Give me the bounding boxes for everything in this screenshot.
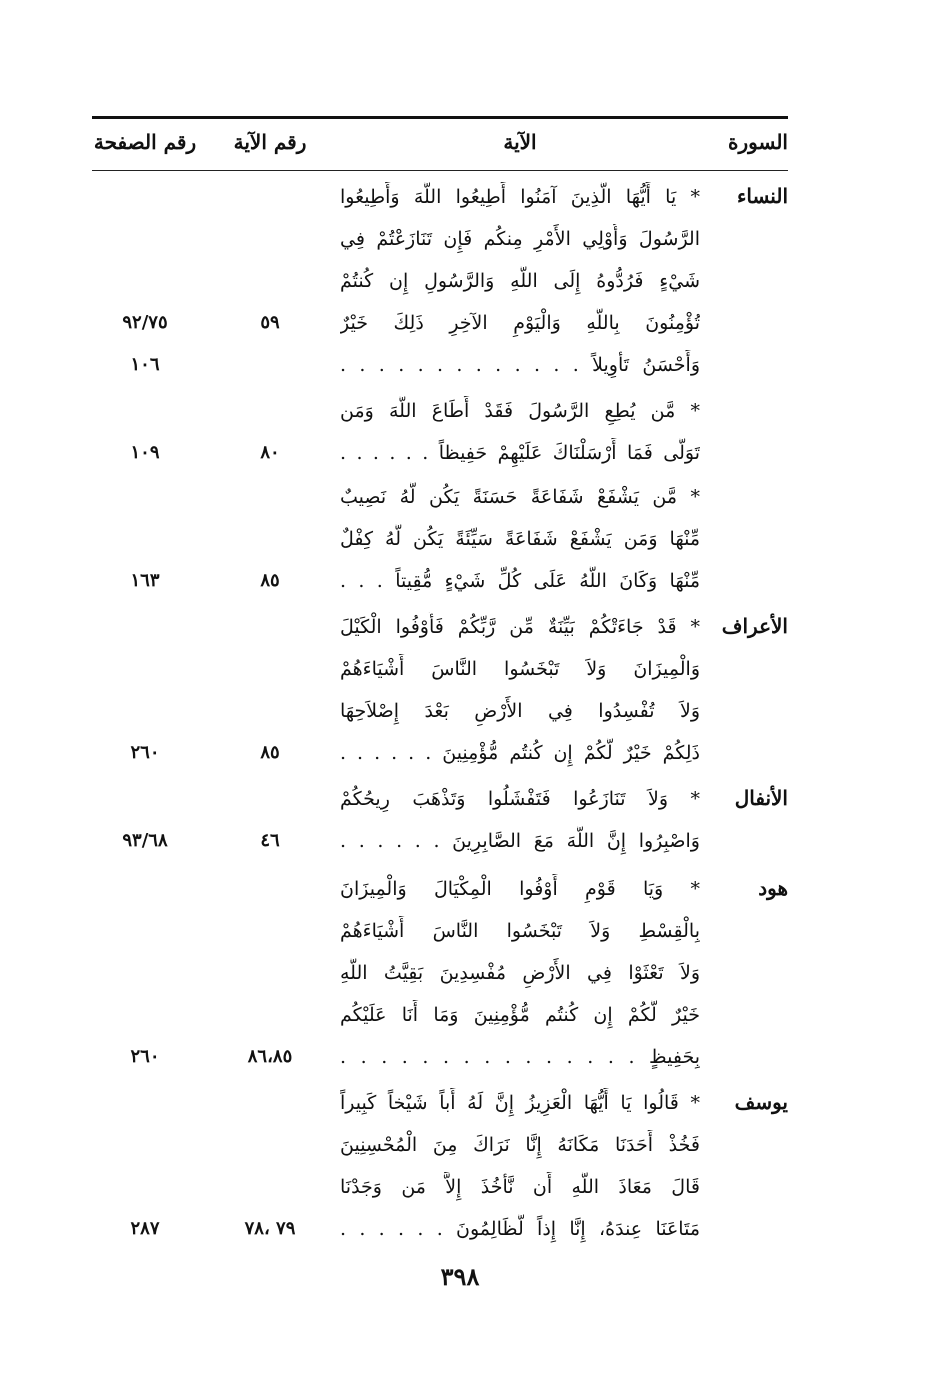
ayah-line: الرَّسُولَ وَأُوْلِي الأَمْرِ مِنكُم فَإِن تَنَازَعْتُمْ فِي — [340, 228, 700, 250]
page-number: ١٠٩ — [130, 442, 160, 463]
page-number: ١٠٦ — [130, 354, 160, 375]
ayah-line: تَوَلَّى فَمَا أَرْسَلْنَاكَ عَلَيْهِمْ حَفِيظاً . . . . . . — [340, 442, 700, 464]
page-folio: ٣٩٨ — [440, 1262, 480, 1291]
ayah-line: * وَيَا قَوْمِ أَوْفُوا الْمِكْيَالَ وَالْمِيزَانَ — [340, 878, 700, 900]
ayah-line: * قَدْ جَاءَتْكُمْ بَيِّنَةٌ مِّن رَّبِّكُمْ فَأَوْفُوا الْكَيْلَ — [340, 616, 700, 638]
ayah-line: قَالَ مَعَاذَ اللَّهِ أَن نَّأْخُذَ إِلاَّ مَن وَجَدْنَا — [340, 1176, 700, 1198]
ayah-number: ٥٩ — [260, 312, 280, 333]
ayah-number: ٨٥ — [260, 742, 280, 763]
ayah-line: * وَلاَ تَنَازَعُوا فَتَفْشَلُوا وَتَذْهَبَ رِيحُكُمْ — [340, 788, 700, 810]
ayah-line: فَخُذْ أَحَدَنَا مَكَانَهُ إِنَّا نَرَاكَ مِنَ الْمُحْسِنِينَ — [340, 1134, 700, 1156]
surah-name: يوسف — [734, 1090, 788, 1114]
ayah-number: ٤٦ — [260, 830, 280, 851]
ayah-line: بِحَفِيظٍ . . . . . . . . . . . . . . . — [340, 1046, 700, 1068]
ayah-line: مِّنْهَا وَكَانَ اللَّهُ عَلَى كُلِّ شَيْءٍ مُّقِيتاً . . . — [340, 570, 700, 592]
ayah-line: وَلاَ تَعْثَوْا فِي الأَرْضِ مُفْسِدِينَ بَقِيَّتُ اللَّهِ — [340, 962, 700, 984]
ayah-line: * قَالُوا يَا أَيُّهَا الْعَزِيزُ إِنَّ لَهُ أَباً شَيْخاً كَبِيراً — [340, 1092, 700, 1114]
page-number: ٢٦٠ — [130, 742, 160, 763]
ayah-line: * مَّن يُطِعِ الرَّسُولَ فَقَدْ أَطَاعَ اللَّهَ وَمَن — [340, 400, 700, 422]
ayah-number: ٨٠ — [260, 442, 280, 463]
ayah-line: شَيْءٍ فَرُدُّوهُ إِلَى اللَّهِ وَالرَّسُولِ إِن كُنتُمْ — [340, 270, 700, 292]
ayah-line: * يَا أَيُّهَا الَّذِينَ آمَنُوا أَطِيعُوا اللَّهَ وَأَطِيعُوا — [340, 186, 700, 208]
ayah-number: ٨٦،٨٥ — [247, 1046, 293, 1067]
header-ayah-number: رقم الآية — [233, 130, 307, 154]
ayah-line: خَيْرٌ لَّكُمْ إِن كُنتُم مُّؤْمِنِينَ وَمَا أَنَا عَلَيْكُم — [340, 1004, 700, 1026]
page-number: ٩٣/٦٨ — [122, 830, 168, 851]
page-number: ١٦٣ — [130, 570, 160, 591]
ayah-line: وَأَحْسَنُ تَأْوِيلاً . . . . . . . . . . . . . — [340, 354, 700, 376]
surah-name: الأنفال — [734, 786, 788, 810]
header-page-number: رقم الصفحة — [93, 130, 197, 154]
ayah-line: * مَّن يَشْفَعْ شَفَاعَةً حَسَنَةً يَكُن لَّهُ نَصِيبٌ — [340, 486, 700, 508]
page-number: ٢٦٠ — [130, 1046, 160, 1067]
top-rule — [92, 116, 788, 119]
surah-name: الأعراف — [721, 614, 788, 638]
page-number: ٢٨٧ — [130, 1218, 160, 1239]
header-ayah: الآية — [503, 130, 537, 154]
ayah-line: مِّنْهَا وَمَن يَشْفَعْ شَفَاعَةً سَيِّئَةً يَكُن لَّهُ كِفْلٌ — [340, 528, 700, 550]
ayah-line: وَاصْبِرُوا إِنَّ اللَّهَ مَعَ الصَّابِرِينَ . . . . . . — [340, 830, 700, 852]
page-number: ٩٢/٧٥ — [122, 312, 168, 333]
ayah-line: وَالْمِيزَانَ وَلاَ تَبْخَسُوا النَّاسَ أَشْيَاءَهُمْ — [340, 658, 700, 680]
header-divider — [92, 170, 788, 171]
ayah-line: بِالْقِسْطِ وَلاَ تَبْخَسُوا النَّاسَ أَشْيَاءَهُمْ — [340, 920, 700, 942]
surah-name: هود — [758, 876, 788, 900]
header-surah: السورة — [728, 130, 788, 154]
ayah-line: مَتَاعَنَا عِندَهُ، إِنَّا إِذاً لَّظَالِمُونَ . . . . . . — [340, 1218, 700, 1240]
ayah-line: وَلاَ تُفْسِدُوا فِي الأَرْضِ بَعْدَ إِصْلاَحِهَا — [340, 700, 700, 722]
ayah-number: ٧٩ ،٧٨ — [244, 1218, 296, 1239]
ayah-number: ٨٥ — [260, 570, 280, 591]
surah-name: النساء — [736, 184, 788, 208]
ayah-line: ذَلِكُمْ خَيْرٌ لَّكُمْ إِن كُنتُم مُّؤْمِنِينَ . . . . . . — [340, 742, 700, 764]
ayah-line: تُؤْمِنُونَ بِاللَّهِ وَالْيَوْمِ الآخِرِ ذَلِكَ خَيْرٌ — [340, 312, 700, 334]
